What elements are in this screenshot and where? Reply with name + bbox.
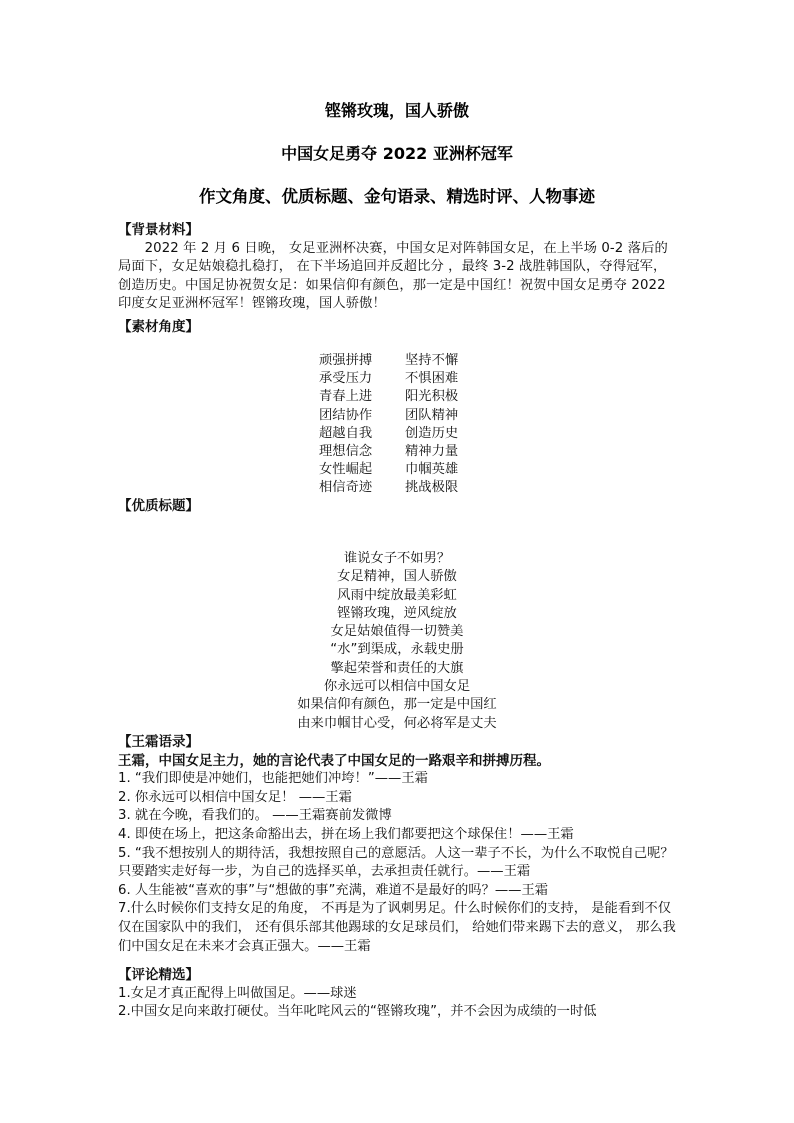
angles-heading: 【素材角度】 bbox=[118, 319, 199, 335]
angles-list bbox=[0, 352, 794, 498]
list-item: 风雨中绽放最美彩虹 bbox=[337, 587, 457, 603]
sub-title: 中国女足勇夺 2022 亚洲杯冠军 bbox=[281, 144, 513, 163]
angle-pair: 相信奇迹 挑战极限 bbox=[319, 480, 459, 496]
topic-title: 作文角度、优质标题、金句语录、精选时评、人物事迹 bbox=[199, 187, 595, 206]
list-item: 擎起荣誉和责任的大旗 bbox=[330, 660, 464, 676]
good-titles-list bbox=[0, 550, 794, 733]
angle-pair: 理想信念 精神力量 bbox=[319, 444, 459, 460]
comment-item: 2.中国女足向来敢打硬仗。当年叱咤风云的“铿锵玫瑰”，并不会因为成绩的一时低 bbox=[118, 1004, 597, 1020]
quote-item: 2. 你永远可以相信中国女足！ ——王霜 bbox=[118, 789, 352, 805]
good-titles-section bbox=[118, 497, 678, 516]
main-title: 铿锵玫瑰，国人骄傲 bbox=[324, 101, 469, 120]
quotes-heading: 【王霜语录】 bbox=[118, 734, 199, 750]
quote-item: 1. “我们即使是冲她们，也能把她们冲垮！”——王霜 bbox=[118, 771, 428, 787]
list-item: 铿锵玫瑰，逆风绽放 bbox=[337, 605, 457, 621]
comments-section bbox=[118, 966, 678, 1022]
background-heading: 【背景材料】 bbox=[118, 222, 199, 238]
angle-pair: 女性崛起 巾帼英雄 bbox=[319, 462, 459, 478]
list-item: 你永远可以相信中国女足 bbox=[323, 679, 471, 695]
list-item: 女足精神，国人骄傲 bbox=[337, 569, 457, 585]
quote-item: 4. 即使在场上，把这条命豁出去，拼在场上我们都要把这个球保住！——王霜 bbox=[118, 826, 574, 842]
list-item: 由来巾帼甘心受，何必将军是丈夫 bbox=[297, 715, 497, 731]
good-titles-heading: 【优质标题】 bbox=[118, 498, 199, 514]
quotes-lead: 王霜，中国女足主力，她的言论代表了中国女足的一路艰辛和拼搏历程。 bbox=[118, 752, 550, 769]
comment-item: 1.女足才真正配得上叫做国足。——球迷 bbox=[118, 985, 357, 1001]
quote-item: 5. “我不想按别人的期待活，我想按照自己的意愿活。人这一辈子不长，为什么不取悦自己呢？只要踏实走好每一步，为自己的选择买单，去承担责任就行。——王霜 bbox=[118, 845, 674, 880]
quotes-section bbox=[118, 733, 678, 956]
comments-heading: 【评论精选】 bbox=[118, 967, 199, 983]
quote-item: 7.什么时候你们支持女足的角度， 不再是为了讽刺男足。什么时候你们的支持， 是能看到不仅仅在国家队中的我们， 还有俱乐部其他踢球的女足球员们， 给她们带来踢下去的意义， 那么我们中国女足在未来才会真正强大。——王霜 bbox=[118, 901, 676, 954]
list-item: 如果信仰有颜色，那一定是中国红 bbox=[297, 697, 497, 713]
quote-item: 3. 就在今晚，看我们的。 ——王霜赛前发微博 bbox=[118, 808, 392, 824]
list-item: 女足姑娘值得一切赞美 bbox=[330, 624, 464, 640]
list-item: 谁说女子不如男？ bbox=[343, 551, 451, 566]
angle-pair: 青春上进 阳光积极 bbox=[319, 389, 459, 405]
angle-pair: 团结协作 团队精神 bbox=[319, 407, 459, 423]
angle-pair: 承受压力 不惧困难 bbox=[319, 371, 459, 387]
angles-section bbox=[118, 318, 678, 337]
angle-pair: 超越自我 创造历史 bbox=[319, 425, 459, 441]
background-section bbox=[118, 221, 678, 314]
quote-item: 6. 人生能被“喜欢的事”与“想做的事”充满，难道不是最好的吗？——王霜 bbox=[118, 882, 549, 898]
list-item: “水”到渠成，永载史册 bbox=[330, 642, 464, 658]
angle-pair: 顽强拼搏 坚持不懈 bbox=[319, 353, 459, 368]
background-text: 2022 年 2 月 6 日晚， 女足亚洲杯决赛，中国女足对阵韩国女足，在上半场 0-2 落后的局面下，女足姑娘稳扎稳打， 在下半场追回并反超比分 ，最终 3-2 战胜韩国队，夺得冠军，创造历史。中国足协祝贺女足：如果信仰有颜色，那一定是中国红！祝贺中国女足勇夺 2022 印度女足亚洲杯冠军！铿锵玫瑰，国人骄傲！ bbox=[118, 240, 668, 312]
